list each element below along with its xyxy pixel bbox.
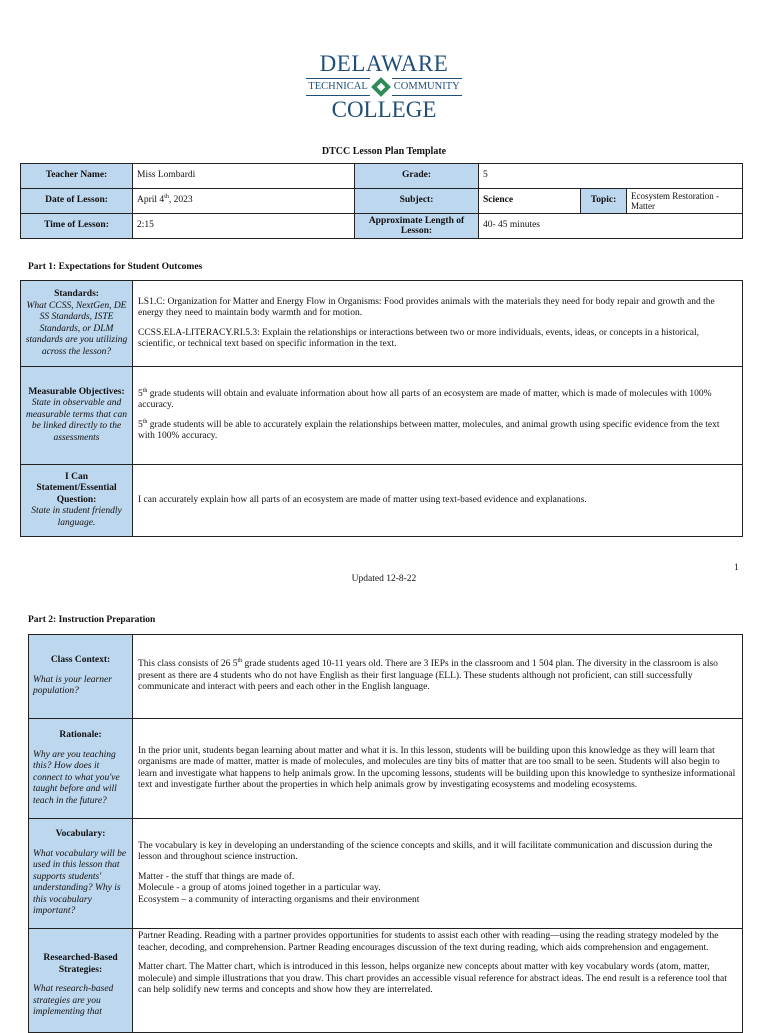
strategies-content (133, 929, 743, 1033)
length-value: 40- 45 minutes (479, 214, 743, 239)
context-label-cell (29, 635, 133, 719)
strategies-label-cell (29, 929, 133, 1033)
time-label: Time of Lesson: (21, 214, 133, 239)
standards-label-cell (21, 281, 133, 367)
updated-date: Updated 12-8-22 (351, 574, 417, 584)
strategy-matter-chart: Matter chart. The Matter chart, which is introduced in this lesson, helps organize new concepts about matter with key vocabulary words (atom, matter, molecule) and simple illustrations that you draw. This chart provides an accessible visual reference for abstract ideas. The end result is a reference tool that can help solidify new terms and concepts and show how they are interrelated. (138, 962, 727, 995)
objective-2: 5th grade students will be able to accurately explain the relationships between matter, molecules, and animal growth using specific evidence from the text with 100% accuracy. (138, 418, 720, 441)
topic-value: Ecosystem Restoration - Matter (627, 189, 743, 214)
vocabulary-intro: The vocabulary is key in developing an understanding of the science concepts and skills, and it will facilitate communication and discussion during the lesson and throughout science instruction. (138, 840, 713, 863)
context-sub: What is your learner population? (33, 674, 112, 697)
logo-diamond-icon (371, 77, 391, 97)
logo-community: COMMUNITY (392, 78, 462, 96)
rationale-sub: Why are you teaching this? How does it connect to what you've taught before and will teach in the future? (33, 749, 120, 806)
standard-ls1c: LS1.C: Organization for Matter and Energy Flow in Organisms: Food provides animals with the materials they need for body repair and growth and the energy they need to maintain body warmth and for motion. (138, 296, 715, 318)
subject-value: Science (479, 189, 581, 214)
ican-content: I can accurately explain how all parts of an ecosystem are made of matter using text-based evidence and explanations. (133, 465, 743, 537)
ican-label-cell (21, 465, 133, 537)
grade-label: Grade: (355, 164, 479, 189)
grade-value: 5 (479, 164, 743, 189)
page-number: 1 (734, 563, 739, 573)
rationale-label-cell (29, 719, 133, 819)
topic-label: Topic: (581, 189, 627, 214)
context-label: Class Context: (50, 655, 111, 666)
date-value: April 4th, 2023 (133, 189, 355, 214)
subject-label: Subject: (355, 189, 479, 214)
objective-1: 5th grade students will obtain and evaluate information about how all parts of an ecosystem are made of matter, which is made of molecules with 100% accuracy. (138, 387, 712, 410)
vocab-matter: Matter - the stuff that things are made of. (138, 871, 295, 882)
length-label: Approximate Length of Lesson: (355, 214, 479, 239)
college-logo (300, 52, 468, 126)
rationale-content: In the prior unit, students began learning about matter and what it is. In this lesson, students will be building upon this knowledge as they will learn that organisms are made of matter, matter is made of molecules, and molecules are tiny bits of matter that are too small to be seen. Students will also begin to learn and investigate what happens to help animals grow. In the upcoming lessons, students will be building upon this knowledge to synthesize informational text and investigate further about the properties in which help animals grow by investigating ecosystems and modeling ecosystems. (133, 719, 743, 819)
standards-label: Standards: (54, 289, 99, 299)
part1-title: Part 1: Expectations for Student Outcomes (28, 262, 203, 272)
vocabulary-label-cell (29, 819, 133, 929)
outcomes-table (20, 280, 743, 537)
objectives-sub: State in observable and measurable terms that can be linked directly to the assessments (25, 398, 128, 443)
objectives-content (133, 367, 743, 465)
ican-sub: State in student friendly language. (31, 506, 122, 528)
logo-college: COLLEGE (331, 97, 437, 122)
vocab-ecosystem: Ecosystem – a community of interacting organisms and their environment (138, 894, 420, 905)
part2-title: Part 2: Instruction Preparation (28, 615, 156, 625)
strategies-sub: What research-based strategies are you implementing that (33, 984, 114, 1017)
teacher-label: Teacher Name: (21, 164, 133, 189)
standards-content (133, 281, 743, 367)
objectives-label-cell (21, 367, 133, 465)
standard-ri53: CCSS.ELA-LITERACY.RI.5.3: Explain the relationships or interactions between two or more individuals, events, ideas, or concepts in a historical, scientific, or technical text based on specific information in the text. (138, 327, 700, 349)
teacher-value: Miss Lombardi (133, 164, 355, 189)
logo-middle (300, 78, 468, 96)
preparation-table (28, 634, 743, 1033)
vocab-molecule: Molecule - a group of atoms joined together in a particular way. (138, 883, 381, 894)
context-content: This class consists of 26 5th grade students aged 10-11 years old. There are 3 IEPs in the classroom and 1 504 plan. The diversity in the classroom is also present as there are 4 students who do not have English as their first language (ELL). These students although not proficient, can still successfully communicate and interact with peers and each other in the English language. (133, 635, 743, 719)
vocabulary-content (133, 819, 743, 929)
vocabulary-label: Vocabulary: (55, 829, 106, 840)
objectives-label: Measurable Objectives: (28, 386, 125, 397)
standards-sub: What CCSS, NextGen, DE SS Standards, ISTE Standards, or DLM standards are you utilizing across the lesson? (25, 300, 128, 357)
document-title: DTCC Lesson Plan Template (321, 146, 447, 157)
lesson-info-table (20, 163, 743, 239)
vocabulary-sub: What vocabulary will be used in this lesson that supports students' understanding? Why is this vocabulary important? (33, 848, 127, 917)
time-value: 2:15 (133, 214, 355, 239)
ican-label: I Can Statement/Essential Question: (36, 471, 117, 505)
date-label: Date of Lesson: (21, 189, 133, 214)
logo-technical: TECHNICAL (306, 78, 370, 96)
logo-delaware: DELAWARE (319, 51, 449, 76)
rationale-label: Rationale: (59, 730, 102, 740)
strategies-label: Researched-Based Strategies: (43, 953, 118, 975)
strategy-partner-reading: Partner Reading. Reading with a partner provides opportunities for students to assist each other with reading—using the reading strategy modeled by the teacher, decoding, and comprehension. Partner Reading encourages discussion of the text during reading, which aids comprehension and engagement. (138, 931, 719, 953)
